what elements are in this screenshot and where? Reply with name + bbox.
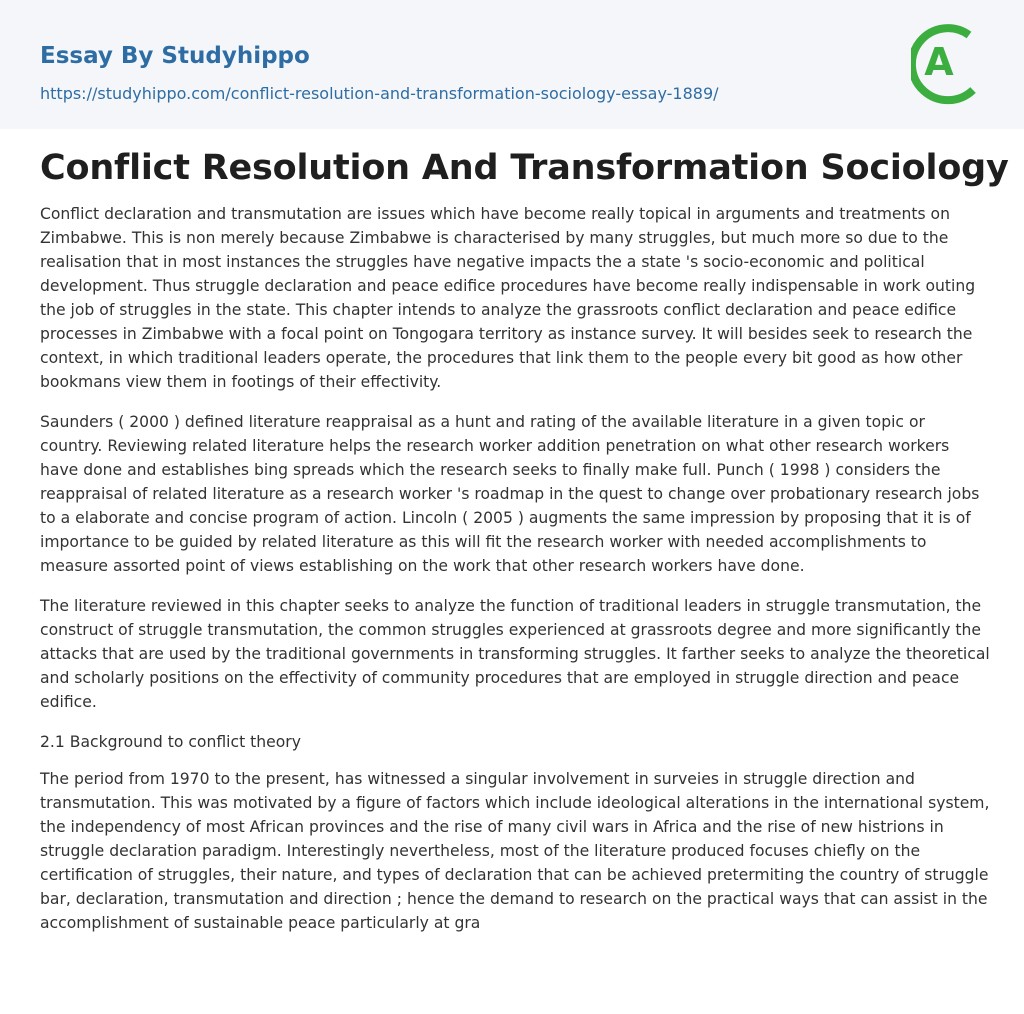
paragraph-1: Conflict declaration and transmutation are issues which have become really topical in arguments and treatments on Zimbabwe. This is non merely because Zimbabwe is characterised by many struggles, but much more so due to the realisation that in most instances the struggles have negative impacts the a state 's socio-economic and political development. Thus struggle declaration and peace edifice procedures have become really indispensable in work outing the job of struggles in the state. This chapter intends to analyze the grassroots conflict declaration and peace edifice processes in Zimbabwe with a focal point on Tongogara territory as instance survey. It will besides seek to research the context, in which traditional leaders operate, the procedures that link them to the people every bit good as how other bookmans view them in footings of their effectivity. [40,205,976,391]
page-title: Conflict Resolution And Transformation Sociology [40,148,1009,188]
logo-letter: A [924,40,954,84]
section-heading: 2.1 Background to conflict theory [40,733,301,751]
paragraph-3: The literature reviewed in this chapter seeks to analyze the function of traditional leaders in struggle transmutation, the construct of struggle transmutation, the common struggles experienced at grassroots degree and more significantly the attacks that are used by the traditional governments in transforming struggles. It farther seeks to analyze the theoretical and scholarly positions on the effectivity of community procedures that are employed in struggle direction and peace edifice. [40,597,990,711]
article-body [40,140,1009,951]
article-url-link[interactable]: https://studyhippo.com/conflict-resolution-and-transformation-sociology-essay-1889/ [40,84,719,103]
paragraph-2: Saunders ( 2000 ) defined literature reappraisal as a hunt and rating of the available literature in a given topic or country. Reviewing related literature helps the research worker addition penetration on what other research workers have done and establishes bing spreads which the research seeks to finally make full. Punch ( 1998 ) considers the reappraisal of related literature as a research worker 's roadmap in the quest to change over probationary research jobs to a elaborate and concise program of action. Lincoln ( 2005 ) augments the same impression by proposing that it is of importance to be guided by related literature as this will fit the research worker with needed accomplishments to measure assorted point of views establishing on the work that other research workers have done. [40,413,980,575]
paragraph-4: The period from 1970 to the present, has witnessed a singular involvement in surveies in struggle direction and transmutation. This was motivated by a figure of factors which include ideological alterations in the international system, the independency of most African provinces and the rise of many civil wars in Africa and the rise of new histrions in struggle declaration paradigm. Interestingly nevertheless, most of the literature produced focuses chiefly on the certification of struggles, their nature, and types of declaration that can be achieved pretermiting the country of struggle bar, declaration, transmutation and direction ; hence the demand to research on the practical ways that can assist in the accomplishment of sustainable peace particularly at gra [40,770,990,932]
studyhippo-logo-icon[interactable] [911,18,987,106]
site-header [0,0,1024,129]
site-title[interactable]: Essay By Studyhippo [40,43,310,69]
